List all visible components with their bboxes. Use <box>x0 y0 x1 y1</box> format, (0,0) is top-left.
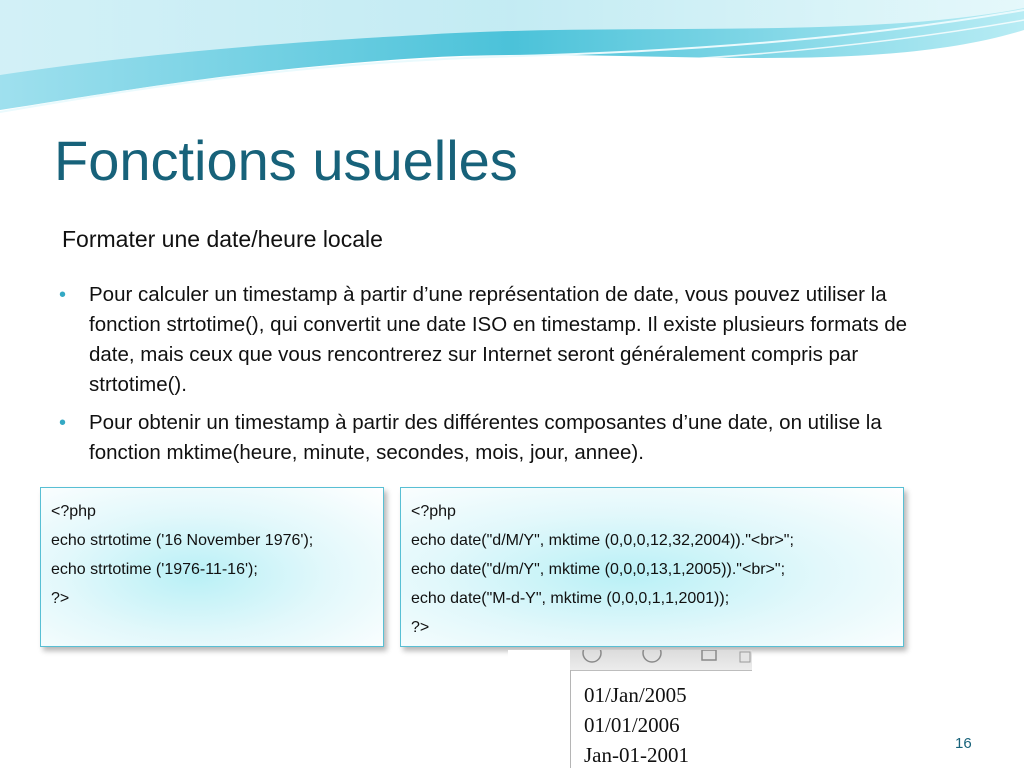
code-line: echo strtotime ('16 November 1976'); <box>51 532 314 549</box>
output-line: Jan-01-2001 <box>584 743 689 767</box>
toolbar-mail-icon <box>702 650 716 660</box>
browser-frame-edge <box>570 670 571 768</box>
code-line: echo date("d/m/Y", mktime (0,0,0,13,1,2005))."<br>"; <box>411 561 786 578</box>
bullet-marker: • <box>59 412 67 434</box>
code-block-mktime <box>400 487 904 647</box>
toolbar-square-icon <box>740 652 750 662</box>
browser-output-screenshot <box>508 650 752 768</box>
toolbar-icons <box>570 650 752 670</box>
code-line: ?> <box>411 619 430 636</box>
code-line: ?> <box>51 590 70 607</box>
code-line: echo strtotime ('1976-11-16'); <box>51 561 258 578</box>
bullet-item <box>56 280 936 400</box>
header-wave-decoration <box>0 0 1024 130</box>
browser-toolbar <box>570 650 752 671</box>
toolbar-round-icon <box>583 650 601 662</box>
bullet-text: Pour calculer un timestamp à partir d’une représentation de date, vous pouvez utiliser la fonction strtotime(), qui convertit une date ISO en timestamp. Il existe plusieurs formats de date, mais ceux que vous rencontrerez sur Internet seront généralement compris par strtotime(). <box>89 283 908 396</box>
slide-title: Fonctions usuelles <box>54 129 518 192</box>
bullet-marker: • <box>59 284 67 306</box>
output-text <box>584 680 689 768</box>
toolbar-edit-icon <box>643 650 661 662</box>
output-line: 01/01/2006 <box>584 713 680 737</box>
bullet-list <box>56 280 936 476</box>
code-line: echo date("M-d-Y", mktime (0,0,0,1,1,2001)); <box>411 590 730 607</box>
code-line: echo date("d/M/Y", mktime (0,0,0,12,32,2004))."<br>"; <box>411 532 794 549</box>
bullet-item <box>56 408 936 468</box>
output-line: 01/Jan/2005 <box>584 683 687 707</box>
page-number: 16 <box>955 735 972 752</box>
slide-subtitle: Formater une date/heure locale <box>62 226 383 252</box>
code-block-strtotime <box>40 487 384 647</box>
code-line: <?php <box>51 503 96 520</box>
bullet-text: Pour obtenir un timestamp à partir des différentes composantes d’une date, on utilise la fonction mktime(heure, minute, secondes, mois, jour, annee). <box>89 411 882 464</box>
code-line: <?php <box>411 503 456 520</box>
